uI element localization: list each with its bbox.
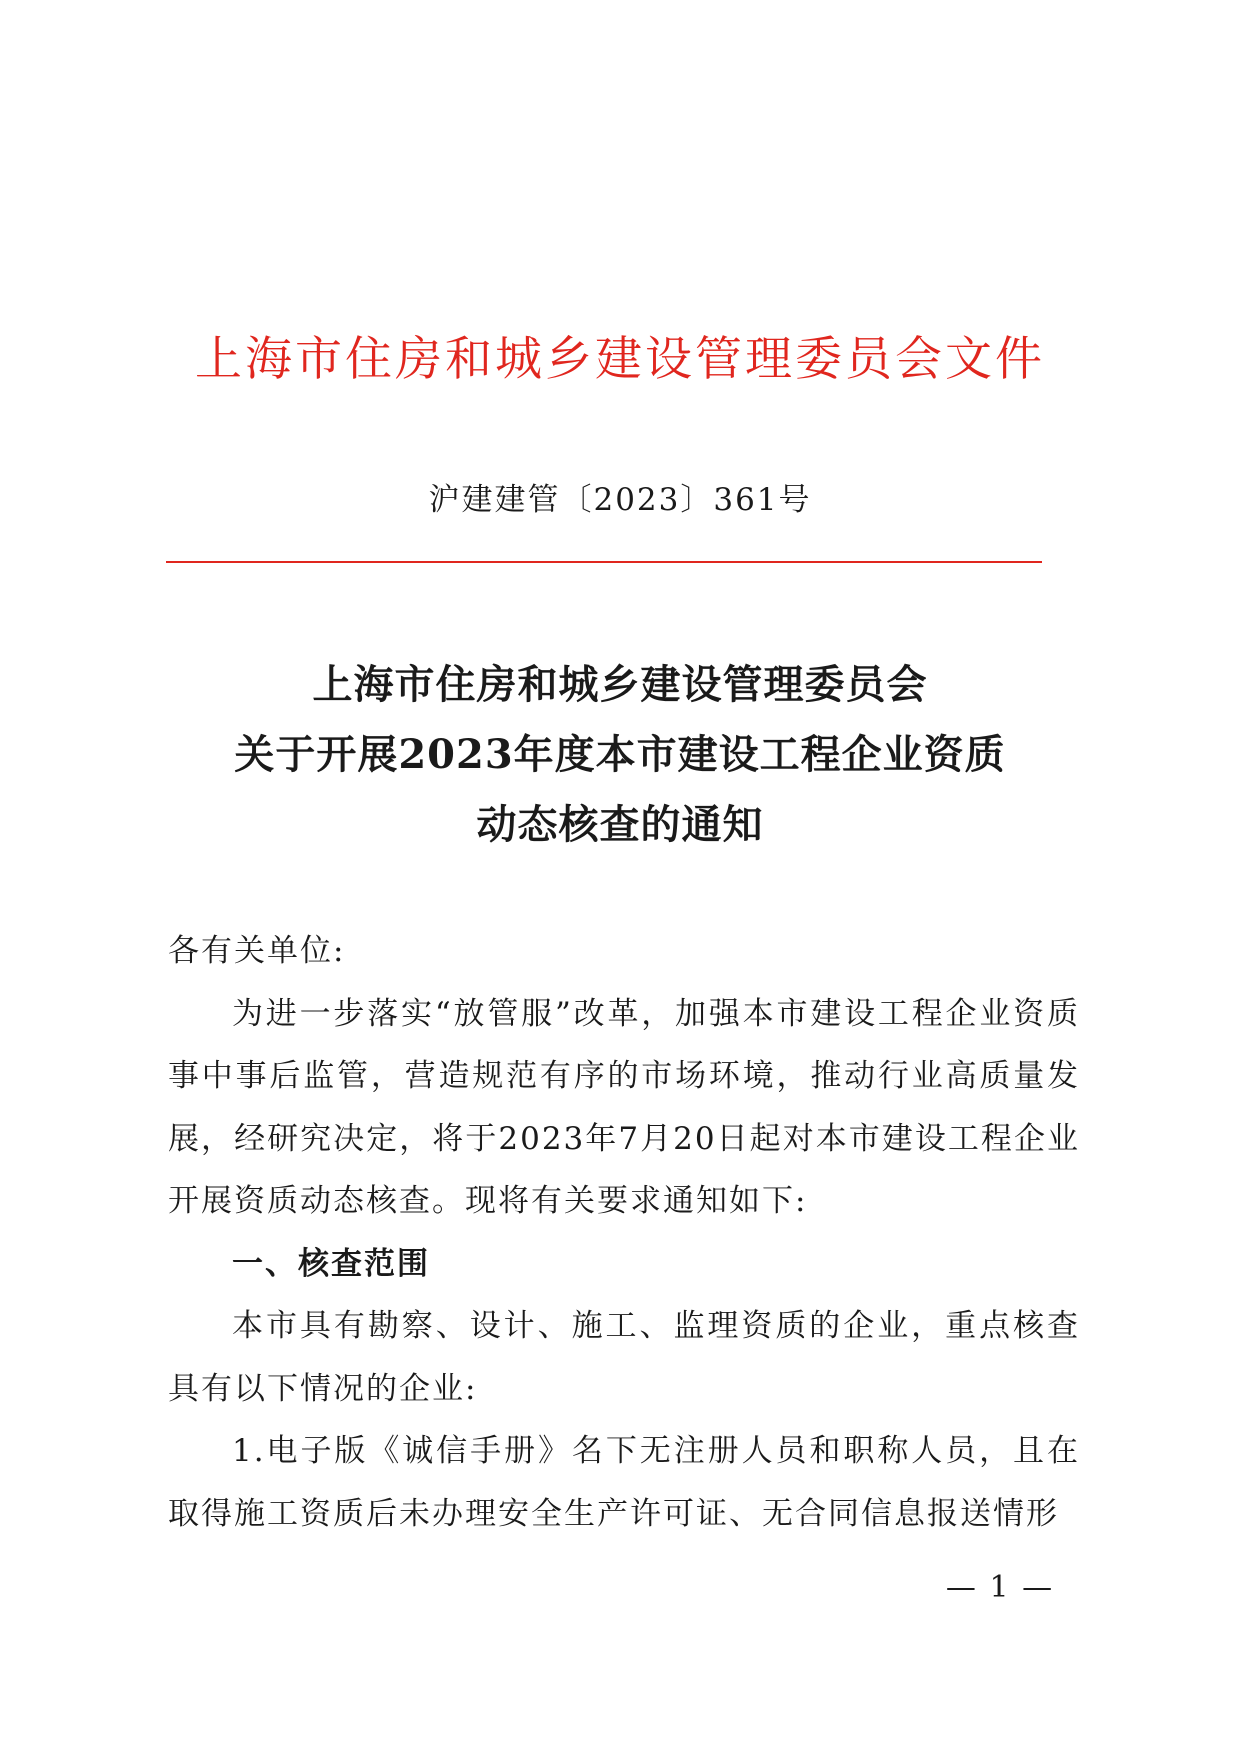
- section-1-heading: 一、核查范围: [232, 1245, 430, 1282]
- red-separator-line: [166, 561, 1042, 563]
- document-title: [0, 650, 1240, 860]
- title-line-1: 上海市住房和城乡建设管理委员会: [312, 661, 928, 708]
- intro-paragraph: 为进一步落实“放管服”改革，加强本市建设工程企业资质事中事后监管，营造规范有序的市场环境，推动行业高质量发展，经研究决定，将于2023年7月20日起对本市建设工程企业开展资质动态核查。现将有关要求通知如下:: [168, 995, 1080, 1219]
- item-1-paragraph: 1.电子版《诚信手册》名下无注册人员和职称人员，且在取得施工资质后未办理安全生产许可证、无合同信息报送情形: [168, 1433, 1080, 1532]
- title-line-3: 动态核查的通知: [476, 801, 764, 848]
- document-body: [168, 920, 1080, 1545]
- section-1-paragraph: 本市具有勘察、设计、施工、监理资质的企业，重点核查具有以下情况的企业:: [168, 1308, 1080, 1407]
- page-number: — 1 —: [945, 1570, 1055, 1605]
- salutation: 各有关单位:: [168, 933, 346, 969]
- title-line-2: 关于开展2023年度本市建设工程企业资质: [234, 731, 1006, 778]
- issuer-header: 上海市住房和城乡建设管理委员会文件: [195, 332, 1045, 387]
- document-number: 沪建建管〔2023〕361号: [428, 482, 812, 518]
